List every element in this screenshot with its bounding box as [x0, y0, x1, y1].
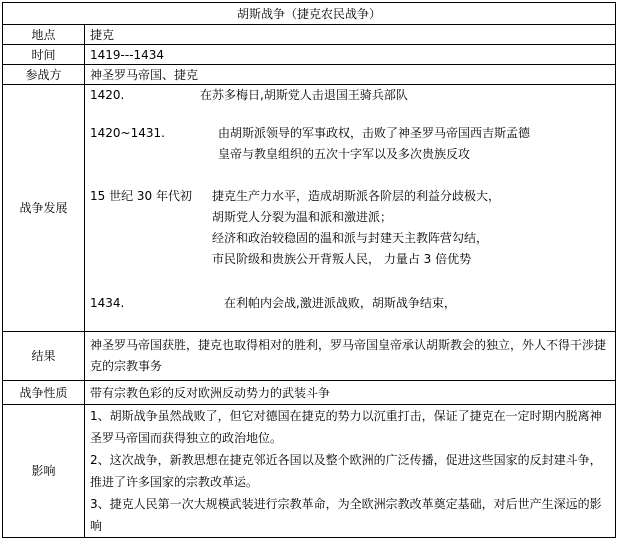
event-desc-line: 皇帝与教皇组织的五次十字军以及多次贵族反攻	[218, 147, 471, 161]
time-value: 1419---1434	[85, 45, 616, 65]
event-date: 1420.	[90, 88, 125, 102]
document	[2, 2, 616, 550]
war-info-table	[2, 2, 616, 538]
parties-row	[3, 65, 616, 85]
title-row	[3, 3, 616, 25]
event-desc-line: 捷克生产力水平，造成胡斯派各阶层的利益分歧极大，	[212, 189, 501, 203]
event-desc-line: 在苏多梅日,胡斯党人击退国王骑兵部队	[200, 88, 408, 102]
event-desc-line: 市民阶级和贵族公开背叛人民， 力量占 3 倍优势	[212, 252, 472, 266]
event-desc-line: 由胡斯派领导的军事政权，击败了神圣罗马帝国西吉斯孟德	[218, 126, 531, 140]
event-date: 1434.	[90, 296, 125, 310]
result-row	[3, 332, 616, 381]
table-title: 胡斯战争（捷克农民战争）	[3, 3, 616, 25]
event-date: 1420~1431.	[90, 126, 165, 140]
influence-label: 影响	[3, 405, 85, 538]
event-item	[90, 123, 610, 165]
event-desc-line: 在利帕内会战,激进派战败，胡斯战争结束，	[224, 296, 456, 310]
development-row	[3, 85, 616, 332]
nature-row	[3, 381, 616, 405]
parties-label: 参战方	[3, 65, 85, 85]
parties-value: 神圣罗马帝国、捷克	[85, 65, 616, 85]
influence-item: 2、这次战争，新教思想在捷克邻近各国以及整个欧洲的广泛传播，促进这些国家的反封建斗争，推进了许多国家的宗教改革运。	[90, 453, 602, 489]
result-value: 神圣罗马帝国获胜，捷克也取得相对的胜利，罗马帝国皇帝承认胡斯教会的独立，外人不得干涉捷克的宗教事务	[85, 332, 616, 381]
nature-label: 战争性质	[3, 381, 85, 405]
event-item	[90, 186, 610, 270]
development-label: 战争发展	[3, 85, 85, 332]
event-desc-line: 胡斯党人分裂为温和派和激进派；	[212, 210, 393, 224]
time-label: 时间	[3, 45, 85, 65]
influence-item: 1、胡斯战争虽然战败了，但它对德国在捷克的势力以沉重打击，保证了捷克在一定时期内脱离神圣罗马帝国而获得独立的政治地位。	[90, 409, 602, 445]
location-row	[3, 25, 616, 45]
time-row	[3, 45, 616, 65]
result-label: 结果	[3, 332, 85, 381]
location-label: 地点	[3, 25, 85, 45]
development-cell	[85, 85, 616, 332]
event-date: 15 世纪 30 年代初	[90, 189, 192, 203]
influence-item: 3、捷克人民第一次大规模武装进行宗教革命，为全欧洲宗教改革奠定基础，对后世产生深远的影响	[90, 497, 602, 533]
event-desc-line: 经济和政治较稳固的温和派与封建天主教阵营勾结，	[212, 231, 489, 245]
location-value: 捷克	[85, 25, 616, 45]
nature-value: 带有宗教色彩的反对欧洲反动势力的武装斗争	[85, 381, 616, 405]
influence-cell	[85, 405, 616, 538]
influence-row	[3, 405, 616, 538]
